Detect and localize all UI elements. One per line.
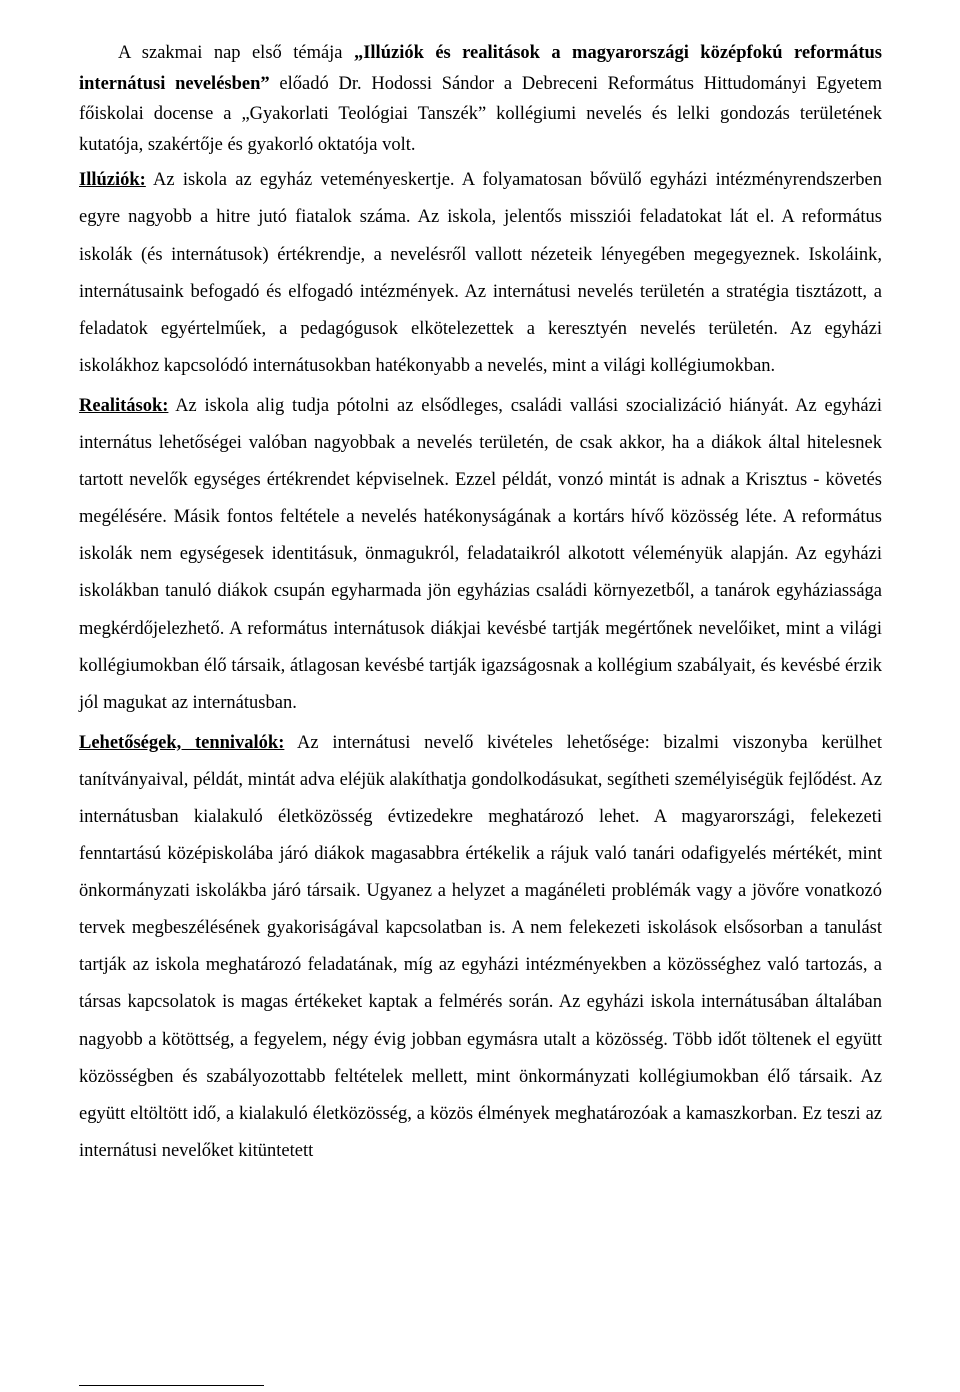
intro-paragraph (79, 38, 882, 160)
intro-text-start: A szakmai nap első témája (118, 43, 354, 63)
footnote-separator-line (79, 1385, 264, 1386)
lehetosegek-text: Az internátusi nevelő kivételes lehetősége: bizalmi viszonyba kerülhet tanítványaival, példát, mintát adva eléjük alakíthatja gondolkodásukat, segítheti személyiségük fejlődést. Az internátusban kialakuló életközösség évtizedekre meghatározó lehet. A magyarországi, felekezeti fenntartású középiskolába járó diákok magasabbra értékelik a rájuk való tanári odafigyelés mértékét, mint önkormányzati iskolákba járó társaik. Ugyanez a helyzet a magánéleti problémák vagy a jövőre vonatkozó tervek megbeszélésének gyakoriságával kapcsolatban is. A nem felekezeti iskolások elsősorban a tanulást tartják az iskola meghatározó feladatának, míg az egyházi intézményekben a közösséghez való tartozás, a társas kapcsolatok is magas értékeket kaptak a felmérés során. Az egyházi iskola internátusában általában nagyobb a kötöttség, a fegyelem, négy évig jobban egymásra utalt a közösség. Több időt töltenek el együtt közösségben és szabályozottabb feltételek mellett, mint önkormányzati kollégiumokban élő társaik. Az együtt eltöltött idő, a kialakuló életközösség, a közös élmények meghatározóak a kamaszkorban. Ez teszi az internátusi nevelőket kitüntetett (79, 732, 882, 1161)
lehetosegek-paragraph (79, 725, 882, 1170)
realitasok-text: Az iskola alig tudja pótolni az elsődleges, családi vallási szocializáció hiányát. Az egyházi internátus lehetőségei valóban nagyobbak a nevelés területén, de csak akkor, ha a diákok által hitelesnek tartott nevelők egységes értékrendet képviselnek. Ezzel példát, vonzó mintát is adnak a Krisztus - követés megélésére. Másik fontos feltétele a nevelés hatékonyságának a kortárs hívő közösség léte. A református iskolák nem egységesek identitásuk, önmagukról, feladataikról alkotott véleményük alapján. Az egyházi iskolákban tanuló diákok csupán egyharmada jön egyházias családi környezetből, a tanárok egyháziassága megkérdőjelezhető. A református internátusok diákjai kevésbé tartják megértőnek nevelőiket, mint a világi kollégiumokban élő társaik, átlagosan kevésbé tartják igazságosnak a kollégium szabályait, és kevésbé érzik jól magukat az internátusban. (79, 395, 882, 713)
illuziok-text: Az iskola az egyház veteményeskertje. A folyamatosan bővülő egyházi intézményrendszerben egyre nagyobb a hitre jutó fiatalok száma. Az iskola, jelentős missziói feladatokat lát el. A református iskolák (és internátusok) értékrendje, a nevelésről vallott nézeteik lényegében megegyeznek. Iskoláink, internátusaink befogadó és elfogadó intézmények. Az internátusi nevelés területén a stratégia tisztázott, a feladatok egyértelműek, a pedagógusok elkötelezettek a keresztyén nevelés területén. Az egyházi iskolákhoz kapcsolódó internátusokban hatékonyabb a nevelés, mint a világi kollégiumokban. (79, 170, 882, 376)
lehetosegek-label: Lehetőségek, tennivalók: (79, 732, 285, 753)
illuziok-paragraph (79, 162, 882, 385)
realitasok-paragraph (79, 388, 882, 722)
lecture-title: „Illúziók és realitások a magyarországi középfokú református internátusi nevelésben” (79, 43, 882, 94)
illuziok-label: Illúziók: (79, 170, 146, 191)
document-page (79, 38, 882, 1170)
intro-text-rest: előadó Dr. Hodossi Sándor a Debreceni Református Hittudományi Egyetem főiskolai docense a „Gyakorlati Teológiai Tanszék” kollégiumi nevelés és lelki gondozás területének kutatója, szakértője és gyakorló oktatója volt. (79, 73, 882, 155)
realitasok-label: Realitások: (79, 395, 169, 416)
